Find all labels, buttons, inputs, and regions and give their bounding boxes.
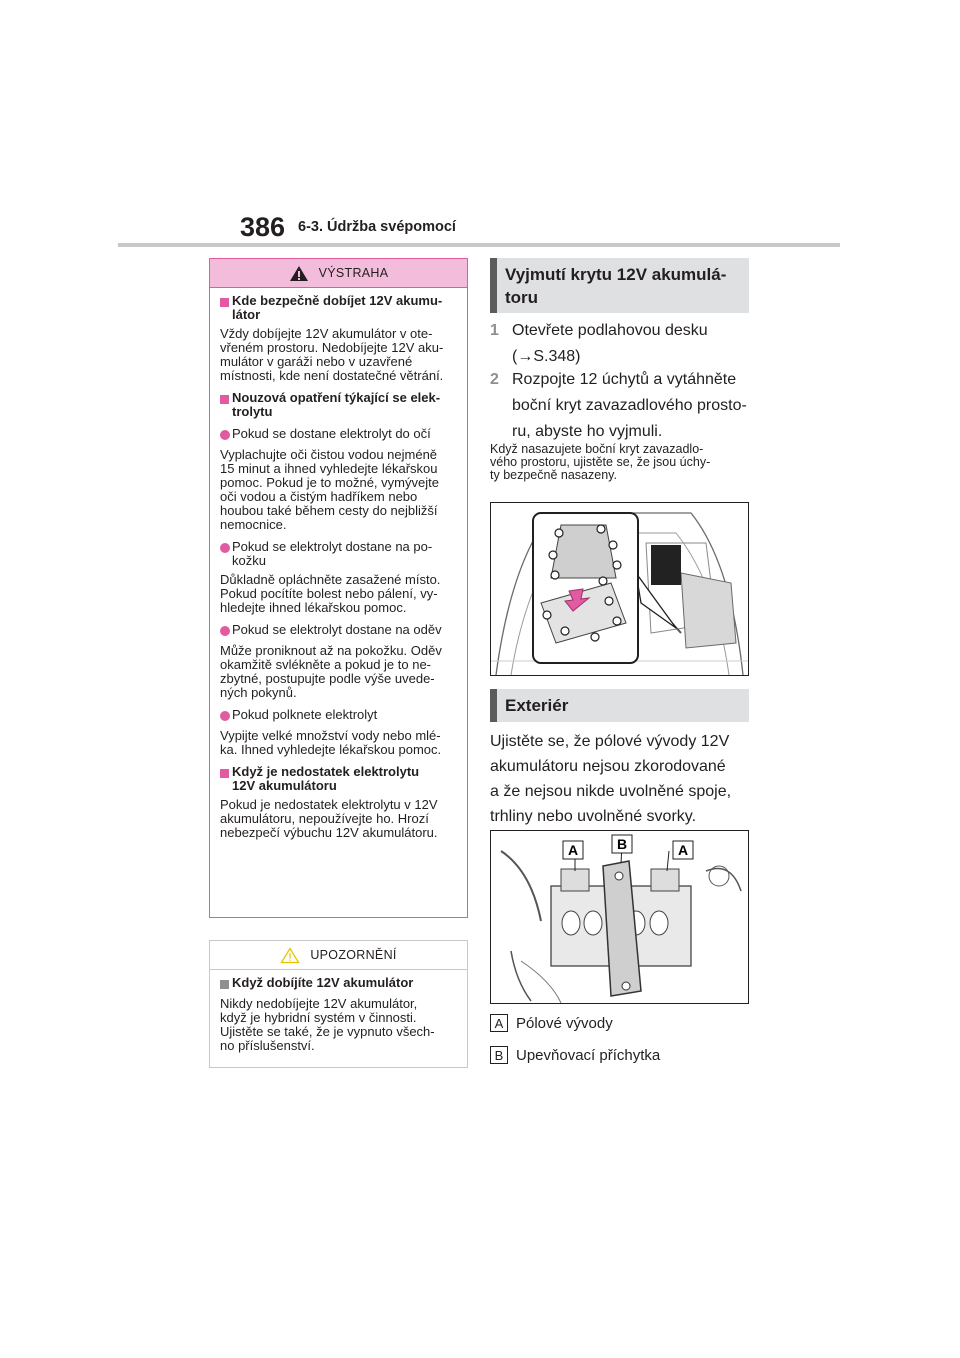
warning-header <box>210 259 467 288</box>
warning-item-text: Vyplachujte oči čistou vodou nejméně 15 minut a ihned vyhledejte lékařskou pomoc. Pokud je to možné, vymývejte oči vodou a čistým hadříkem nebo houbou také během cesty do nejbližší nemocnice. <box>220 447 439 532</box>
legend-text: Upevňovací příchytka <box>516 1046 661 1064</box>
svg-text:B: B <box>616 836 628 852</box>
warning-item-text: Vypijte velké množství vody nebo mlé- ka. Ihned vyhledejte lékařskou pomoc. <box>220 728 442 757</box>
warning-item <box>220 294 459 383</box>
warning-title: VÝSTRAHA <box>318 266 389 280</box>
step-text: Otevřete podlahovou desku (→S.348) <box>512 322 708 365</box>
square-bullet-icon <box>220 980 229 989</box>
warning-item-heading: Pokud se elektrolyt dostane na oděv <box>232 622 442 637</box>
square-bullet-icon <box>220 298 229 307</box>
section-title: 6-3. Údržba svépomocí <box>298 219 456 235</box>
warning-content <box>210 288 467 840</box>
warning-item <box>220 765 459 840</box>
warning-item-heading: Pokud polknete elektrolyt <box>232 707 378 722</box>
warning-item-heading: Pokud se dostane elektrolyt do očí <box>232 426 431 441</box>
heading-exterior: Exteriér <box>490 689 749 722</box>
caution-item <box>220 976 459 992</box>
warning-item-text: Důkladně opláchněte zasažené místo. Pokud pocítíte bolest nebo pálení, vy- hledejte ihned lékařskou pomoc. <box>220 572 441 615</box>
round-bullet-icon <box>220 430 230 440</box>
step-2 <box>490 367 755 445</box>
heading-battery-cover-removal: Vyjmutí krytu 12V akumulá- toru <box>490 258 749 313</box>
warning-item-heading: Pokud se elektrolyt dostane na po- kožku <box>232 539 433 568</box>
luggage-compartment-photo <box>490 502 749 676</box>
square-bullet-icon <box>220 395 229 404</box>
legend-key: B <box>490 1046 508 1064</box>
warning-item <box>220 540 459 615</box>
callout-label-b <box>612 835 632 853</box>
warning-item-text: Vždy dobíjejte 12V akumulátor v ote- vřeném prostoru. Nedobíjejte 12V aku- mulátor v garáži nebo v uzavřené místnosti, kde není dostatečné větrání. <box>220 326 444 383</box>
step-number: 2 <box>490 371 499 388</box>
warning-box <box>209 258 468 918</box>
round-bullet-icon <box>220 626 230 636</box>
svg-text:A: A <box>677 842 689 858</box>
caution-text: Nikdy nedobíjejte 12V akumulátor, když je hybridní systém v činnosti. Ujistěte se také, že je vypnuto všech- no příslušenství. <box>220 996 435 1053</box>
warning-triangle-icon <box>289 265 309 282</box>
warning-item-heading: Nouzová opatření týkající se elek- trolytu <box>232 390 441 419</box>
step-1 <box>490 318 755 370</box>
warning-item-text: Může proniknout až na pokožku. Oděv okamžitě svlékněte a pokud je to ne- zbytné, postupujte podle výše uvede- ných pokynů. <box>220 643 442 700</box>
step-number: 1 <box>490 322 499 339</box>
legend-item-b <box>490 1046 660 1064</box>
header-divider <box>118 243 840 247</box>
warning-item-heading: Když je nedostatek elektrolytu 12V akumulátoru <box>232 764 420 793</box>
round-bullet-icon <box>220 543 230 553</box>
square-bullet-icon <box>220 769 229 778</box>
caution-title: UPOZORNĚNÍ <box>310 948 397 962</box>
caution-triangle-icon <box>280 947 300 964</box>
round-bullet-icon <box>220 711 230 721</box>
warning-item <box>220 623 459 700</box>
battery-photo <box>490 830 749 1004</box>
page-number: 386 <box>240 212 286 242</box>
step-text: Rozpojte 12 úchytů a vytáhněte boční kryt zavazadlového prosto- ru, abyste ho vyjmuli. <box>512 371 747 440</box>
luggage-compartment-illustration <box>491 503 748 675</box>
caution-header <box>210 941 467 970</box>
warning-item <box>220 708 459 757</box>
warning-item-text: Pokud je nedostatek elektrolytu v 12V akumulátoru, nepoužívejte ho. Hrozí nebezpečí výbuchu 12V akumulátoru. <box>220 797 438 840</box>
legend-text: Pólové vývody <box>516 1014 613 1032</box>
callout-label-a-right <box>673 841 693 859</box>
legend-item-a <box>490 1014 613 1032</box>
warning-item-heading: Kde bezpečně dobíjet 12V akumu- látor <box>232 293 443 322</box>
caution-heading: Když dobíjíte 12V akumulátor <box>232 975 414 990</box>
battery-illustration <box>491 831 748 1003</box>
caution-box <box>209 940 468 1068</box>
callout-label-a-left <box>563 841 583 859</box>
warning-item <box>220 427 459 532</box>
exterior-text: Ujistěte se, že pólové vývody 12V akumulátoru nejsou zkorodované a že nejsou nikde uvolněné spoje, trhliny nebo uvolněné svorky. <box>490 733 732 825</box>
warning-item <box>220 391 459 419</box>
svg-text:A: A <box>567 842 579 858</box>
caution-content <box>210 970 467 1053</box>
note-text: Když nasazujete boční kryt zavazadlo- vého prostoru, ujistěte se, že jsou úchy- ty bezpečně nasazeny. <box>490 442 711 482</box>
legend-key: A <box>490 1014 508 1032</box>
